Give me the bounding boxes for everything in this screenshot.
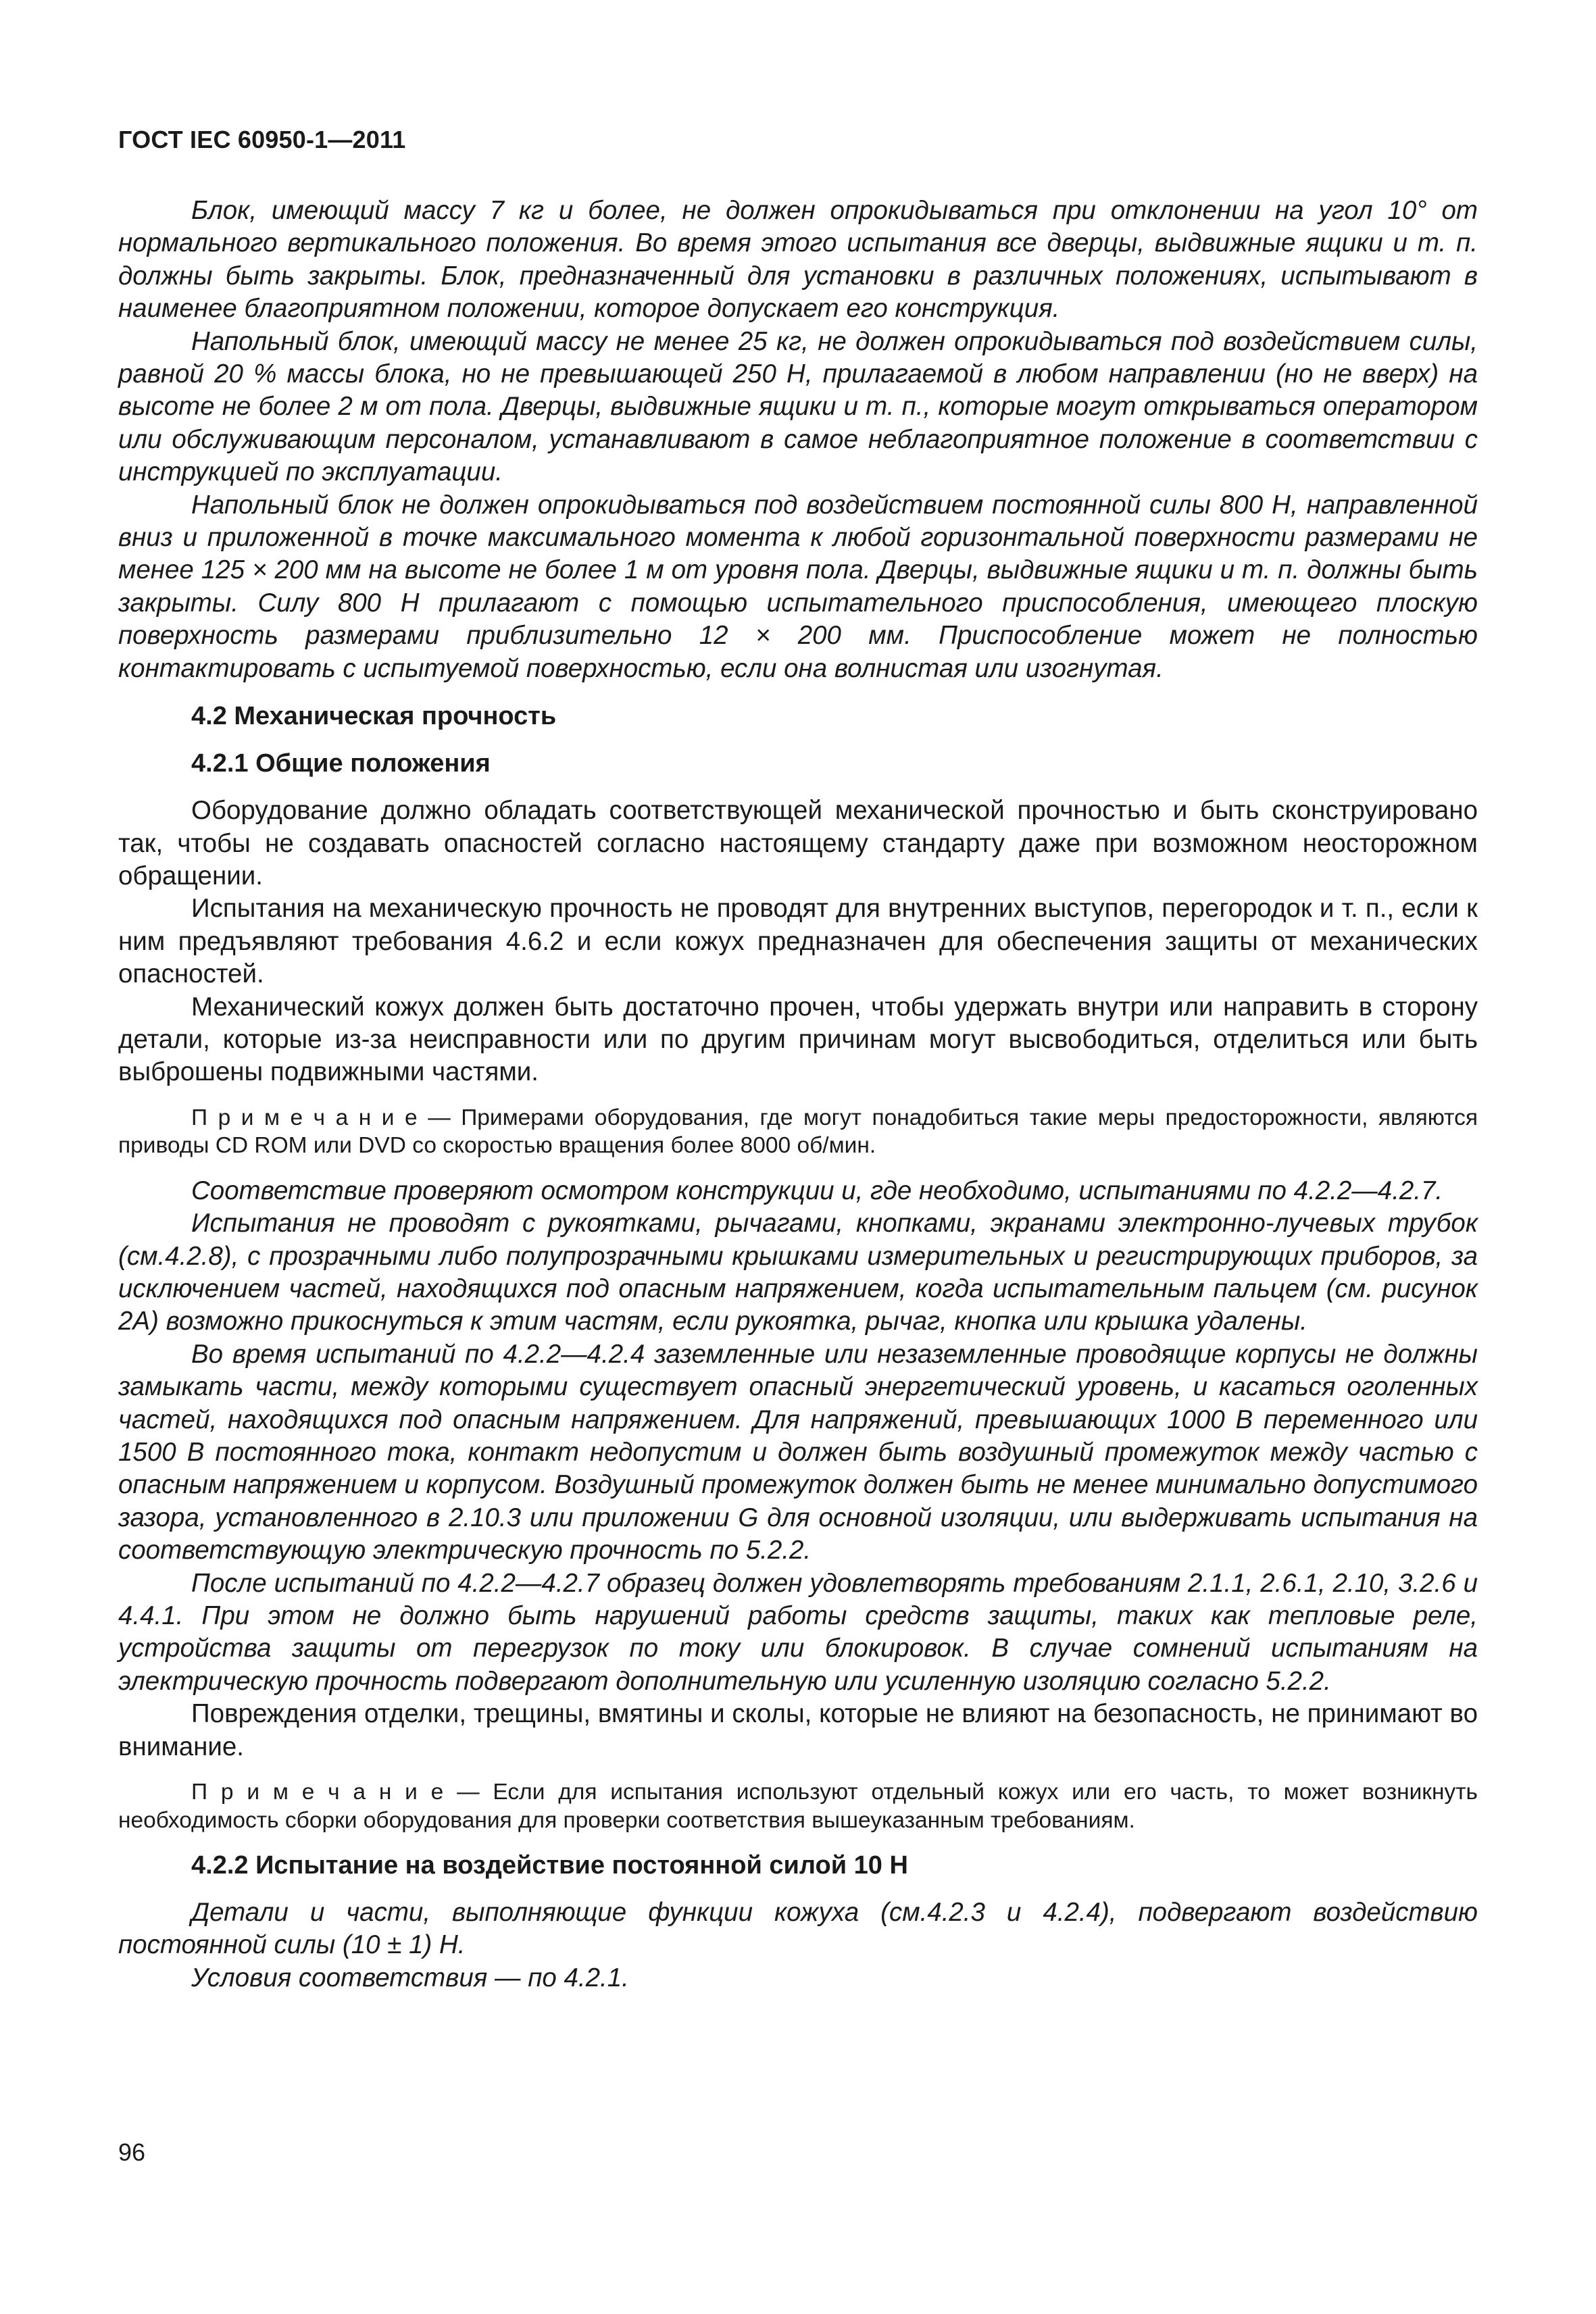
paragraph: Напольный блок не должен опрокидываться под воздействием постоянной силы 800 Н, направленной вниз и приложенной в точке максимального момента к любой горизонтальной поверхности размерами не менее 125 × 200 мм на высоте не более 1 м от уровня пола. Дверцы, выдвижные ящики и т. п. должны быть закрыты. Силу 800 Н прилагают с помощью испытательного приспособления, имеющего плоскую поверхность размерами приблизительно 12 × 200 мм. Приспособление может не полностью контактировать с испытуемой поверхностью, если она волнистая или изогнутая. — [118, 490, 1478, 683]
paragraph: Механический кожух должен быть достаточно прочен, чтобы удержать внутри или направить в сторону детали, которые из-за неисправности или по другим причинам могут высвободиться, отделиться или быть выброшены подвижными частями. — [118, 992, 1478, 1087]
paragraph: Оборудование должно обладать соответствующей механической прочностью и быть сконструировано так, чтобы не создавать опасностей согласно настоящему стандарту даже при возможном неосторожном обращении. — [118, 796, 1478, 890]
paragraph: Детали и части, выполняющие функции кожуха (см.4.2.3 и 4.2.4), подвергают воздействию постоянной силы (10 ± 1) Н. — [118, 1898, 1478, 1960]
page-number: 96 — [118, 2138, 146, 2166]
paragraph: Во время испытаний по 4.2.2—4.2.4 заземленные или незаземленные проводящие корпусы не должны замыкать части, между которыми существует опасный энергетический уровень, и касаться оголенных частей, находящихся под опасным напряжением. Для напряжений, превышающих 1000 В переменного или 1500 В постоянного тока, контакт недопустим и должен быть воздушный промежуток между частью с опасным напряжением и корпусом. Воздушный промежуток должен быть не менее минимально допустимого зазора, установленного в 2.10.3 или приложении G для основной изоляции, или выдерживать испытания на соответствующую электрическую прочность по 5.2.2. — [118, 1339, 1478, 1565]
paragraph: Блок, имеющий массу 7 кг и более, не должен опрокидываться при отклонении на угол 10° от нормального вертикального положения. Во время этого испытания все дверцы, выдвижные ящики и т. п. должны быть закрыты. Блок, предназначенный для установки в различных положениях, испытывают в наименее благоприятном положении, которое допускает его конструкция. — [118, 196, 1478, 324]
section-heading-4-2: 4.2 Механическая прочность — [191, 702, 557, 731]
paragraph: Соответствие проверяют осмотром конструкции и, где необходимо, испытаниями по 4.2.2—4.2.7. — [191, 1176, 1443, 1205]
section-heading-4-2-1: 4.2.1 Общие положения — [191, 749, 491, 778]
paragraph: Условия соответствия — по 4.2.1. — [191, 1963, 629, 1992]
paragraph: После испытаний по 4.2.2—4.2.7 образец должен удовлетворять требованиям 2.1.1, 2.6.1, 2.10, 3.2.6 и 4.4.1. При этом не должно быть нарушений работы средств защиты, таких как тепловые реле, устройства защиты от перегрузок по току или блокировок. В случае сомнений испытаниям на электрическую прочность подвергают дополнительную или усиленную изоляцию согласно 5.2.2. — [118, 1568, 1478, 1696]
document-header: ГОСТ IEC 60950-1—2011 — [118, 126, 406, 153]
note — [118, 1104, 1478, 1160]
section-heading-4-2-2: 4.2.2 Испытание на воздействие постоянной силой 10 Н — [191, 1851, 908, 1880]
note-label: П р и м е ч а н и е — [191, 1105, 418, 1130]
note-text: — Примерами оборудования, где могут понадобиться такие меры предосторожности, являются приводы CD ROM или DVD со скоростью вращения более 8000 об/мин. — [118, 1105, 1478, 1159]
paragraph: Испытания не проводят с рукоятками, рычагами, кнопками, экранами электронно-лучевых трубок (см.4.2.8), с прозрачными либо полупрозрачными крышками измерительных и регистрирующих приборов, за исключением частей, находящихся под опасным напряжением, когда испытательным пальцем (см. рисунок 2А) возможно прикоснуться к этим частям, если рукоятка, рычаг, кнопка или крышка удалены. — [118, 1209, 1478, 1336]
note — [118, 1778, 1478, 1834]
paragraph: Повреждения отделки, трещины, вмятины и сколы, которые не влияют на безопасность, не принимают во внимание. — [118, 1699, 1478, 1761]
paragraph: Напольный блок, имеющий массу не менее 25 кг, не должен опрокидываться под воздействием силы, равной 20 % массы блока, но не превышающей 250 Н, прилагаемой в любом направлении (но не вверх) на высоте не более 2 м от пола. Дверцы, выдвижные ящики и т. п., которые могут открываться оператором или обслуживающим персоналом, устанавливают в самое неблагоприятное положение в соответствии с инструкцией по эксплуатации. — [118, 326, 1478, 487]
paragraph: Испытания на механическую прочность не проводят для внутренних выступов, перегородок и т. п., если к ним предъявляют требования 4.6.2 и если кожух предназначен для обеспечения защиты от механических опасностей. — [118, 894, 1478, 989]
note-label: П р и м е ч а н и е — [191, 1780, 444, 1805]
note-text: — Если для испытания используют отдельный кожух или его часть, то может возникнуть необходимость сборки оборудования для проверки соответствия вышеуказанным требованиям. — [118, 1780, 1478, 1833]
page-body — [118, 195, 1478, 1994]
